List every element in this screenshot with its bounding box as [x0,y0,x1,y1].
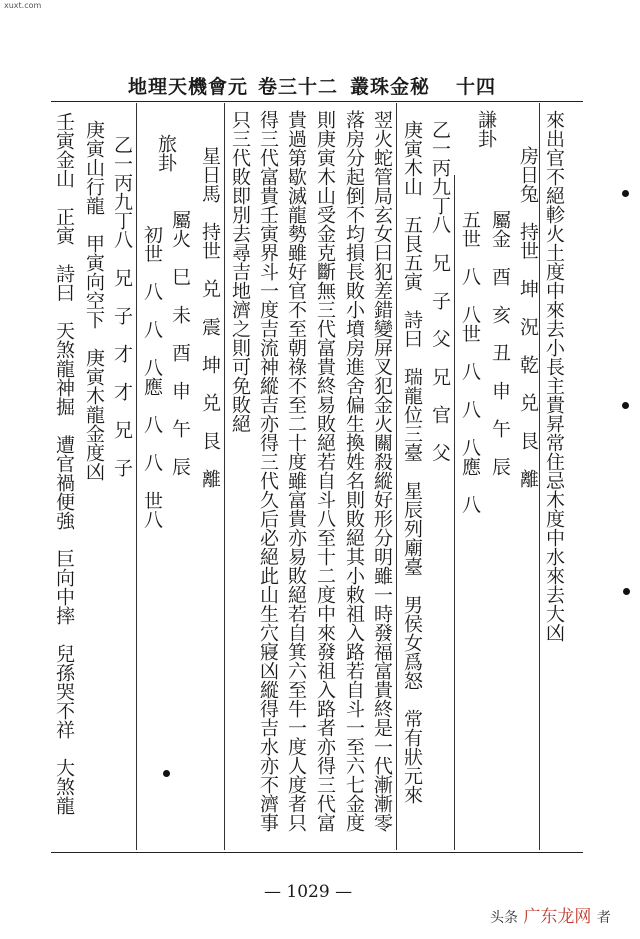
text-column-2: 房日兔 持世 坤 況 乾 兑 艮 離 [517,146,539,488]
text-column-1: 來出官不絕軫火土度中來去小長主貴昇常住忌木度中水來去大凶 [543,110,565,642]
margin-dot [622,190,629,197]
text-column-6: 乙一丙九丁八 兄 子 父 兄 官 父 [429,120,451,462]
watermark-prefix: 头条 [490,910,518,926]
text-column-9: 落房分起倒不均損長敗小墳房進舍偏生換姓名則敗絕其小敕祖入路若自斗一至六七金度 [343,110,365,832]
text-column-18: 乙一丙九丁八 兄 子 才 才 兄 子 [111,135,133,477]
watermark-brand: 广东龙网 [523,907,592,927]
hexagram-title-lu: 旅卦 [155,134,177,172]
text-column-13: 只三代敗即別去尋吉地濟之則可免敗絕 [229,110,251,433]
book-title: 地理天機會元 [128,76,249,98]
column-rule [136,103,137,850]
text-column-5: 五世 八 八世 八 八 八應 八 [459,210,481,514]
text-column-8: 翌火蛇管局玄女曰犯差錯變屏叉犯金火關殺縱好形分明雖一時發福富貴終是一代漸漸零 [371,110,393,832]
margin-dot [622,402,629,409]
page-label: 十四 [456,76,497,98]
watermark-suffix: 者 [596,910,611,926]
text-column-17: 初世 八 八 八應 八 八 世八 [141,225,163,529]
text-column-14: 星日馬 持世 兑 震 坤 兑 艮 離 [199,146,221,488]
margin-dot [623,588,630,595]
column-rule [454,175,455,850]
column-rule [396,103,397,850]
series-title: 叢珠金秘 [350,76,431,98]
column-rule [224,103,225,850]
text-column-7: 庚寅木山 五艮五寅 詩曰 瑞龍位三臺 星辰列廟臺 男侯女爲怒 常有狀元來 [401,120,423,804]
hexagram-title-qian: 謙卦 [475,110,497,148]
text-column-19: 庚寅山行龍 甲寅向空下 庚寅木龍金度凶 [83,120,105,481]
text-column-3: 屬金 酉 亥 丑 申 午 辰 [489,210,511,476]
source-watermark: xuxt.com [4,1,42,10]
page-number: — 1029 — [264,882,353,902]
bottom-watermark [490,902,611,927]
text-column-20: 壬寅金山 正寅 詩曰 天煞龍神掘 遭官禍便強 巨向中摔 兒孫哭不祥 大煞龍 [53,112,75,815]
volume-label: 卷三十二 [258,76,339,98]
text-column-11: 貴過第歇滅龍勢雖好官不至朝祿不至二十度雖富貴亦易敗絕若自箕六至牛一度人度者只 [285,110,307,832]
text-column-10: 則庚寅木山受金克斷無三代富貴終易敗絕若自斗八至十二度中來發祖入路者亦得三代富 [314,110,336,832]
text-column-15: 屬火 巳 未 酉 申 午 辰 [169,210,191,476]
text-column-12: 得三代富貴壬寅界斗一度吉流神縱吉亦得三代久后必絕此山生穴寢凶縱得吉水亦不濟事 [257,110,279,832]
margin-dot [163,770,170,777]
